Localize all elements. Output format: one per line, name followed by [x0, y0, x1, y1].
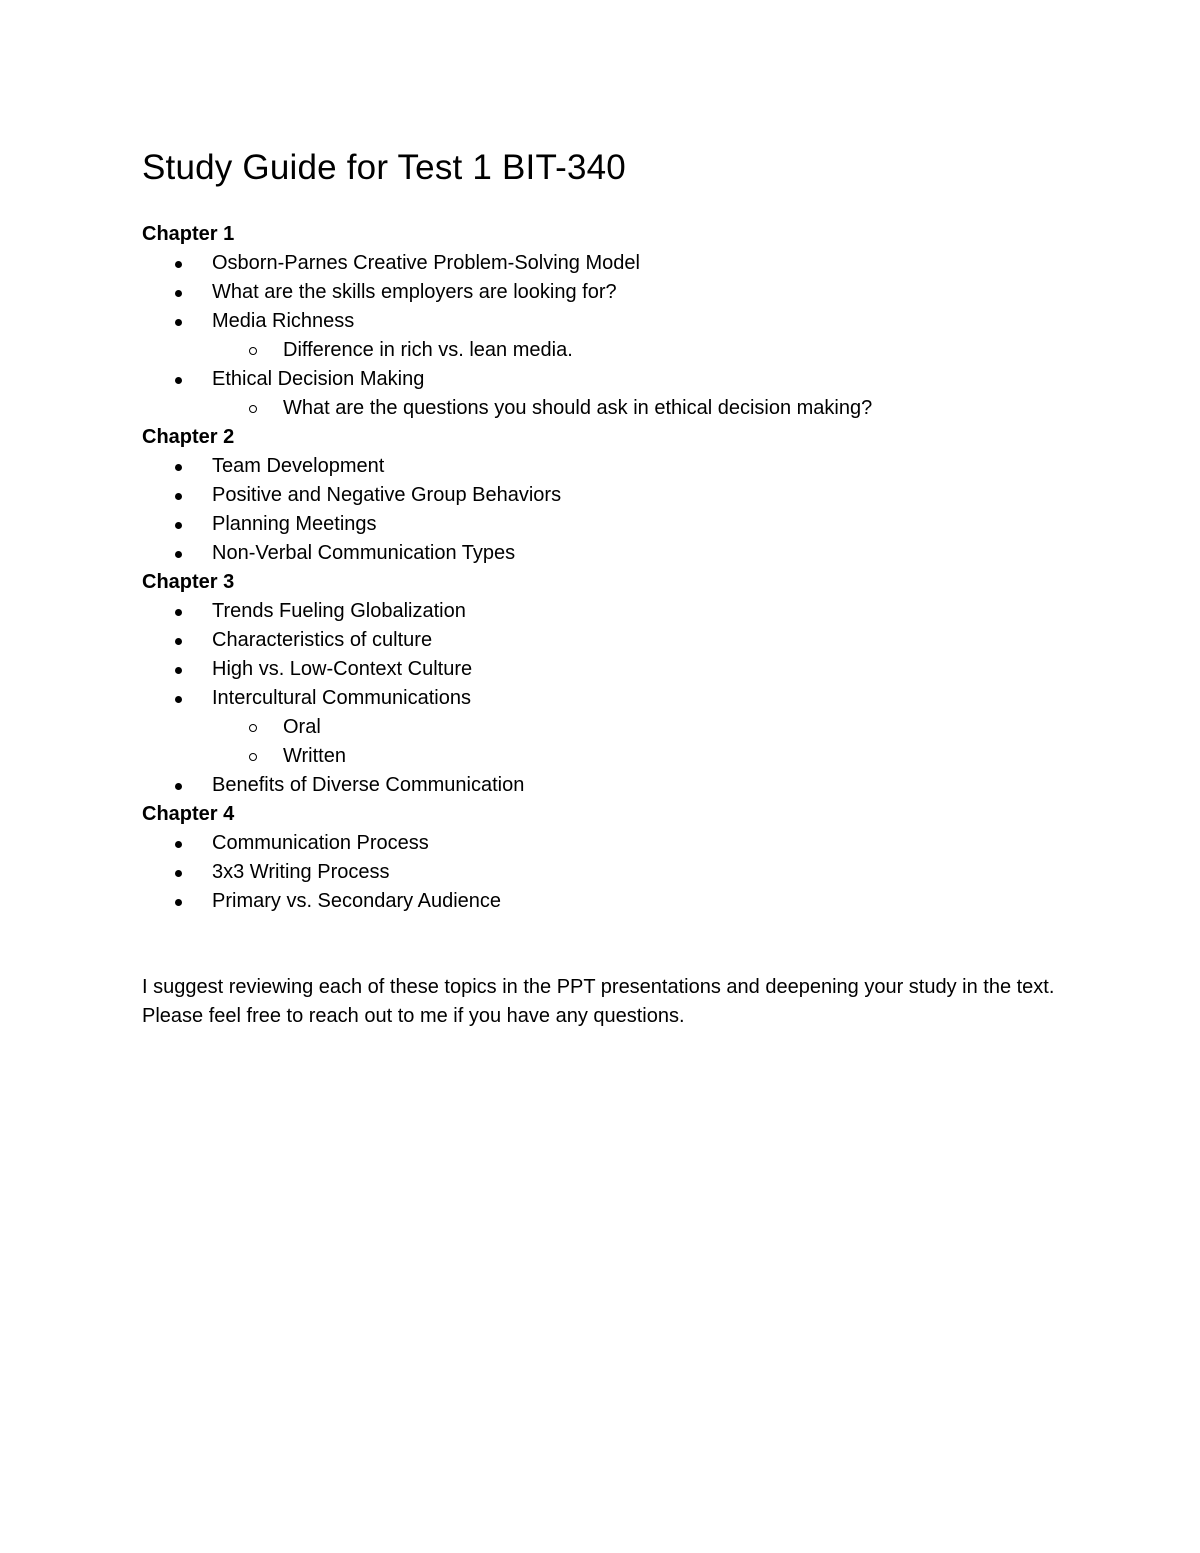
topic-text: Intercultural Communications — [212, 687, 471, 709]
topic-text: High vs. Low-Context Culture — [212, 658, 473, 680]
topic-list — [142, 597, 1062, 800]
chapter-heading: Chapter 3 — [142, 571, 235, 593]
bullet-icon — [175, 783, 182, 790]
topic-text: Primary vs. Secondary Audience — [212, 890, 502, 912]
bullet-icon — [175, 609, 182, 616]
bullet-icon — [175, 870, 182, 877]
topic-item — [142, 278, 1062, 307]
topic-item — [142, 829, 1062, 858]
bullet-icon — [175, 551, 182, 558]
topic-text: Osborn-Parnes Creative Problem-Solving Model — [212, 252, 640, 274]
chapter-section — [142, 800, 1062, 916]
document-title: Study Guide for Test 1 BIT-340 — [142, 148, 626, 187]
bullet-icon — [175, 319, 182, 326]
chapter-list — [142, 220, 1062, 916]
topic-text: Communication Process — [212, 832, 429, 854]
topic-item — [142, 655, 1062, 684]
topic-item — [142, 510, 1062, 539]
topic-list — [142, 829, 1062, 916]
topic-text: 3x3 Writing Process — [212, 861, 390, 883]
bullet-icon — [175, 696, 182, 703]
topic-item — [142, 365, 1062, 394]
topic-text: Trends Fueling Globalization — [212, 600, 466, 622]
topic-list — [142, 249, 1062, 423]
closing-paragraph: I suggest reviewing each of these topics in the PPT presentations and deepening your study in the text. Please feel free to reach out to me if you have any questions. — [142, 976, 1055, 1027]
topic-text: Media Richness — [212, 310, 355, 332]
hollow-bullet-icon — [249, 405, 257, 413]
hollow-bullet-icon — [249, 347, 257, 355]
subtopic-item — [142, 742, 1062, 771]
bullet-icon — [175, 290, 182, 297]
topic-text: Characteristics of culture — [212, 629, 433, 651]
topic-item — [142, 307, 1062, 336]
subtopic-item — [142, 394, 1062, 423]
topic-item — [142, 452, 1062, 481]
topic-item — [142, 771, 1062, 800]
chapter-section — [142, 423, 1062, 568]
topic-text: Benefits of Diverse Communication — [212, 774, 525, 796]
hollow-bullet-icon — [249, 724, 257, 732]
chapter-heading: Chapter 4 — [142, 803, 235, 825]
topic-text: Planning Meetings — [212, 513, 377, 535]
subtopic-item — [142, 336, 1062, 365]
subtopic-text: Oral — [283, 716, 321, 738]
topic-text: Non-Verbal Communication Types — [212, 542, 516, 564]
chapter-heading: Chapter 1 — [142, 223, 235, 245]
document-page — [142, 148, 1062, 1031]
bullet-icon — [175, 493, 182, 500]
subtopic-text: Written — [283, 745, 346, 767]
topic-item — [142, 481, 1062, 510]
subtopic-text: What are the questions you should ask in ethical decision making? — [283, 397, 873, 419]
subtopic-text: Difference in rich vs. lean media. — [283, 339, 573, 361]
bullet-icon — [175, 377, 182, 384]
bullet-icon — [175, 899, 182, 906]
topic-item — [142, 597, 1062, 626]
topic-text: Team Development — [212, 455, 385, 477]
topic-item — [142, 626, 1062, 655]
topic-item — [142, 539, 1062, 568]
topic-item — [142, 249, 1062, 278]
chapter-section — [142, 568, 1062, 800]
bullet-icon — [175, 638, 182, 645]
topic-text: What are the skills employers are looking for? — [212, 281, 617, 303]
chapter-heading: Chapter 2 — [142, 426, 235, 448]
topic-text: Positive and Negative Group Behaviors — [212, 484, 562, 506]
chapter-section — [142, 220, 1062, 423]
topic-item — [142, 887, 1062, 916]
topic-item — [142, 684, 1062, 713]
hollow-bullet-icon — [249, 753, 257, 761]
subtopic-item — [142, 713, 1062, 742]
bullet-icon — [175, 667, 182, 674]
topic-item — [142, 858, 1062, 887]
bullet-icon — [175, 464, 182, 471]
bullet-icon — [175, 841, 182, 848]
topic-text: Ethical Decision Making — [212, 368, 425, 390]
bullet-icon — [175, 261, 182, 268]
bullet-icon — [175, 522, 182, 529]
topic-list — [142, 452, 1062, 568]
